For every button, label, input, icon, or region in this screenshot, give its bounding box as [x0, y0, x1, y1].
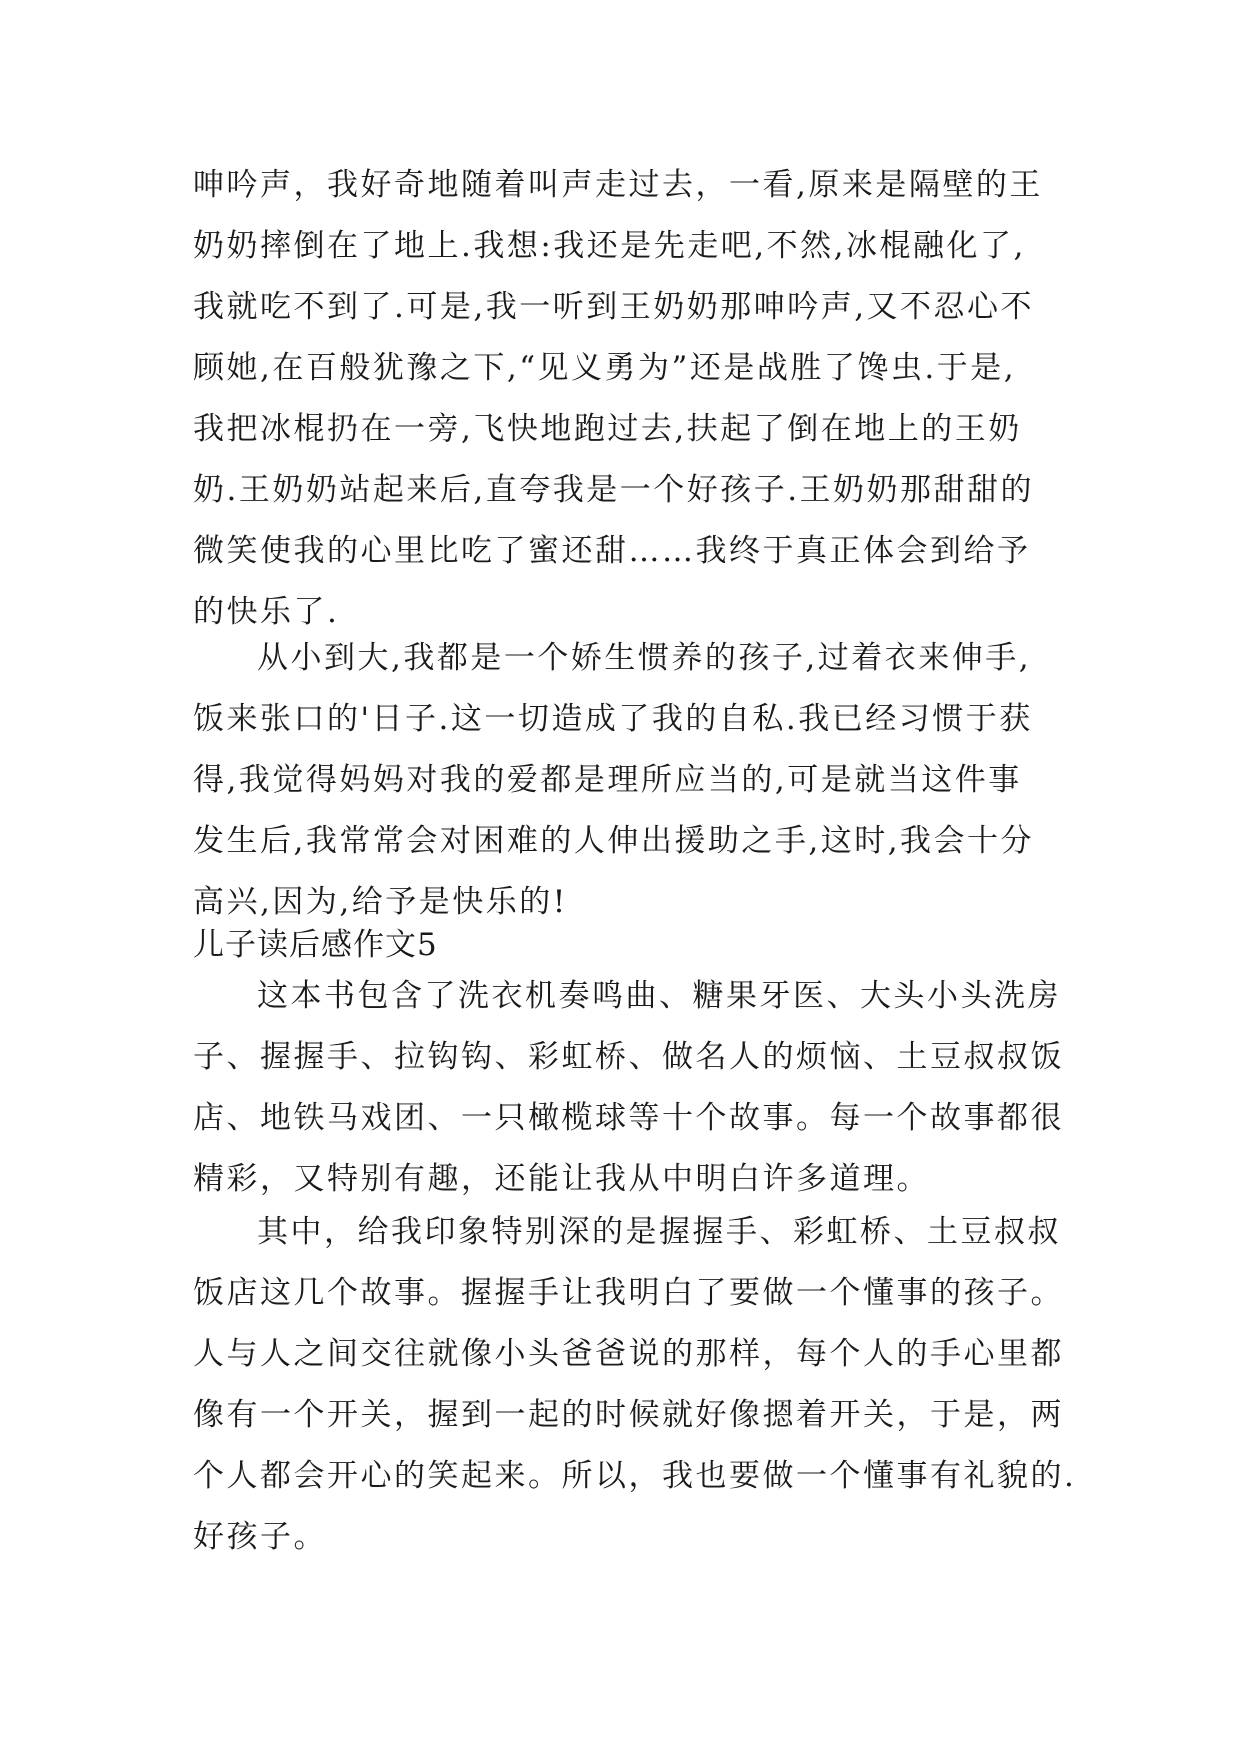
text-line: 像有一个开关，握到一起的时候就好像摁着开关，于是，两 [193, 1397, 1064, 1433]
section-heading [193, 925, 1073, 965]
text-line: 奶.王奶奶站起来后,直夸我是一个好孩子.王奶奶那甜甜的 [193, 472, 1035, 508]
text-line: 呻吟声，我好奇地随着叫声走过去，一看,原来是隔壁的王 [193, 167, 1043, 203]
text-line: 个人都会开心的笑起来。所以，我也要做一个懂事有礼貌的. [193, 1458, 1077, 1494]
text-line: 微笑使我的心里比吃了蜜还甜……我终于真正体会到给予 [193, 533, 1031, 569]
text-line: 饭来张口的'日子.这一切造成了我的自私.我已经习惯于获 [193, 701, 1033, 737]
text-line: 我把冰棍扔在一旁,飞快地跑过去,扶起了倒在地上的王奶 [193, 411, 1022, 447]
text-line: 精彩，又特别有趣，还能让我从中明白许多道理。 [193, 1161, 930, 1197]
text-line: 顾她,在百般犹豫之下,“见义勇为”还是战胜了馋虫.于是, [193, 350, 1017, 386]
paragraph-story-ending [193, 155, 1073, 643]
text-line: 得,我觉得妈妈对我的爱都是理所应当的,可是就当这件事 [193, 762, 1022, 798]
text-line: 子、握握手、拉钩钩、彩虹桥、做名人的烦恼、土豆叔叔饭 [193, 1039, 1064, 1075]
text-line: 发生后,我常常会对困难的人伸出援助之手,这时,我会十分 [193, 823, 1035, 859]
text-line: 高兴,因为,给予是快乐的! [193, 884, 568, 920]
heading-text: 儿子读后感作文5 [193, 927, 438, 963]
paragraph-book-intro [193, 966, 1073, 1210]
text-line: 奶奶摔倒在了地上.我想:我还是先走吧,不然,冰棍融化了, [193, 228, 1026, 264]
text-line: 好孩子。 [193, 1519, 327, 1555]
text-line: 我就吃不到了.可是,我一听到王奶奶那呻吟声,又不忍心不 [193, 289, 1035, 325]
text-line: 的快乐了. [193, 594, 340, 630]
text-line: 饭店这几个故事。握握手让我明白了要做一个懂事的孩子。 [193, 1275, 1064, 1311]
text-line: 从小到大,我都是一个娇生惯养的孩子,过着衣来伸手, [257, 640, 1032, 676]
text-line: 店、地铁马戏团、一只橄榄球等十个故事。每一个故事都很 [193, 1100, 1064, 1136]
paragraph-reflection [193, 628, 1073, 933]
paragraph-favorite-stories [193, 1202, 1077, 1568]
text-line: 这本书包含了洗衣机奏鸣曲、糖果牙医、大头小头洗房 [257, 978, 1061, 1014]
text-line: 人与人之间交往就像小头爸爸说的那样，每个人的手心里都 [193, 1336, 1064, 1372]
text-line: 其中，给我印象特别深的是握握手、彩虹桥、土豆叔叔 [257, 1214, 1061, 1250]
